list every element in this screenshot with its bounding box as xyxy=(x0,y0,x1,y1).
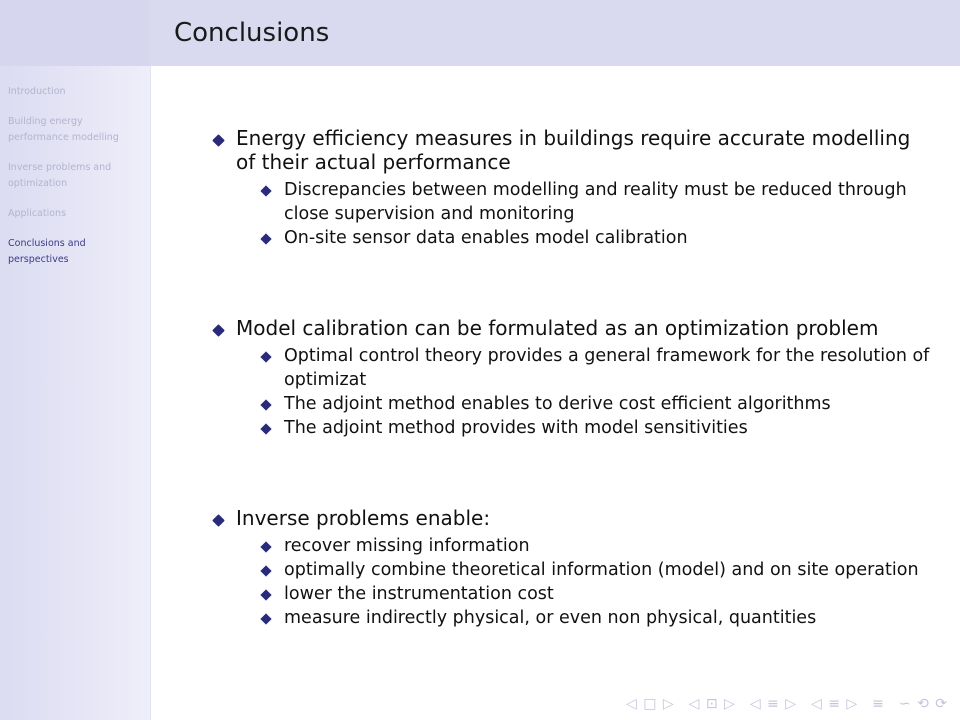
sub-bullet-item xyxy=(236,226,930,250)
sidebar-header xyxy=(0,0,150,66)
sub-bullet-text: The adjoint method enables to derive cost efficient algorithms xyxy=(284,394,831,414)
sidebar-item-inverse-problems[interactable]: Inverse problems and optimization xyxy=(8,162,112,189)
nav-frame-icon[interactable]: ◁ □ ▷ xyxy=(625,696,675,712)
bullet-list xyxy=(210,126,930,630)
sub-bullet-text: Optimal control theory provides a general framework for the resolution of optimizat xyxy=(284,346,930,390)
sidebar xyxy=(0,0,151,720)
bullet-text: Inverse problems enable: xyxy=(236,506,491,530)
sub-bullet-item xyxy=(236,558,930,582)
beamer-navigation-bar xyxy=(626,696,948,712)
sub-bullet-item xyxy=(236,416,930,440)
sub-bullet-icon xyxy=(260,589,271,600)
sidebar-nav xyxy=(8,84,146,282)
sub-bullet-item xyxy=(236,178,930,226)
sub-bullet-icon xyxy=(260,185,271,196)
sub-bullet-text: recover missing information xyxy=(284,536,530,556)
bullet-icon xyxy=(212,324,225,337)
bullet-text: Model calibration can be formulated as an optimization problem xyxy=(236,316,879,340)
sub-bullet-item xyxy=(236,392,930,416)
sidebar-item-conclusions[interactable]: Conclusions and perspectives xyxy=(8,238,86,265)
sub-bullet-item xyxy=(236,582,930,606)
nav-search-icon[interactable]: ∽ ⟲ ⟳ xyxy=(898,696,948,712)
sub-bullet-item xyxy=(236,344,930,392)
sub-bullet-list xyxy=(236,344,930,440)
sub-bullet-icon xyxy=(260,351,271,362)
bullet-item xyxy=(210,126,930,250)
bullet-icon xyxy=(212,134,225,147)
nav-section-icon[interactable]: ◁ ≡ ▷ xyxy=(749,696,797,712)
sub-bullet-icon xyxy=(260,565,271,576)
sidebar-item-introduction[interactable]: Introduction xyxy=(8,86,66,97)
nav-appendix-icon[interactable]: ≡ xyxy=(872,696,885,712)
frame-titlebar xyxy=(150,0,960,66)
sub-bullet-icon xyxy=(260,233,271,244)
sub-bullet-icon xyxy=(260,613,271,624)
bullet-text: Energy efficiency measures in buildings require accurate modelling of their actual performance xyxy=(236,126,911,174)
sub-bullet-text: Discrepancies between modelling and reality must be reduced through close supervision and monitoring xyxy=(284,180,907,224)
sub-bullet-list xyxy=(236,534,930,630)
sub-bullet-text: measure indirectly physical, or even non physical, quantities xyxy=(284,608,817,628)
sub-bullet-icon xyxy=(260,399,271,410)
sub-bullet-text: optimally combine theoretical information (model) and on site operation xyxy=(284,560,919,580)
sidebar-item-building-energy-modelling[interactable]: Building energy performance modelling xyxy=(8,116,119,143)
sub-bullet-text: The adjoint method provides with model sensitivities xyxy=(284,418,748,438)
bullet-item xyxy=(210,316,930,440)
sub-bullet-list xyxy=(236,178,930,250)
sidebar-item-applications[interactable]: Applications xyxy=(8,208,67,219)
sub-bullet-item xyxy=(236,606,930,630)
slide-content xyxy=(210,126,930,630)
sub-bullet-text: lower the instrumentation cost xyxy=(284,584,554,604)
sub-bullet-item xyxy=(236,534,930,558)
sub-bullet-icon xyxy=(260,423,271,434)
sub-bullet-icon xyxy=(260,541,271,552)
bullet-icon xyxy=(212,514,225,527)
frame-title: Conclusions xyxy=(174,18,330,48)
sub-bullet-text: On-site sensor data enables model calibration xyxy=(284,228,688,248)
nav-subsection-icon[interactable]: ◁ ⊡ ▷ xyxy=(688,696,736,712)
bullet-item xyxy=(210,506,930,630)
nav-document-icon[interactable]: ◁ ≡ ▷ xyxy=(811,696,859,712)
